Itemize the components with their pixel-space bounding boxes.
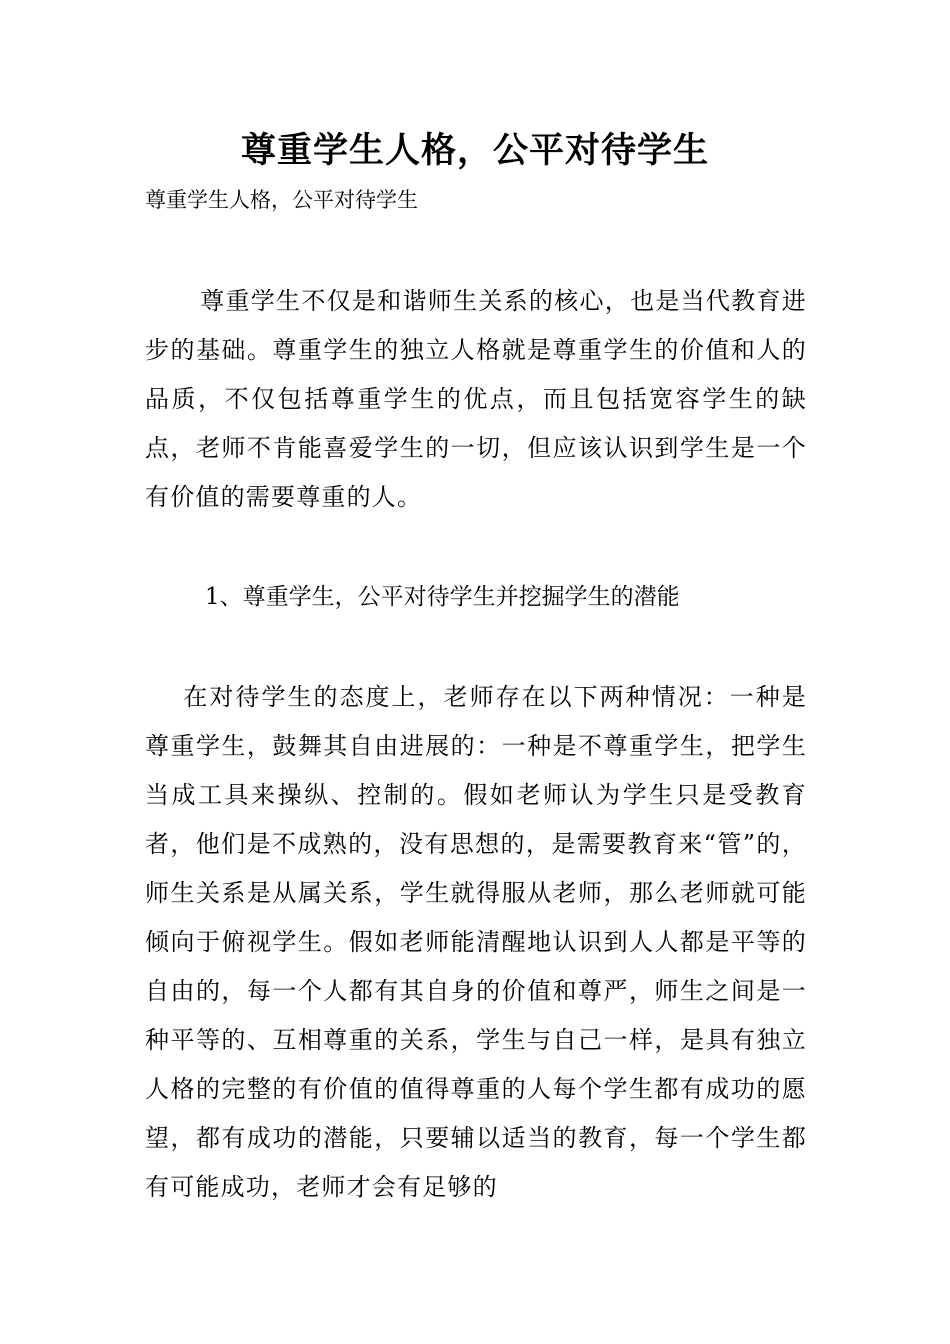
paragraph-intro: 尊重学生不仅是和谐师生关系的核心，也是当代教育进步的基础。尊重学生的独立人格就是尊重学生的价值和人的品质，不仅包括尊重学生的优点，而且包括宽容学生的缺点，老师不肯能喜爱学生的一切，但应该认识到学生是一个有价值的需要尊重的人。: [145, 287, 807, 511]
section-heading: 1、尊重学生，公平对待学生并挖掘学生的潜能: [205, 584, 680, 610]
document-subtitle: 尊重学生人格，公平对待学生: [145, 188, 418, 212]
document-title: 尊重学生人格，公平对待学生: [240, 131, 709, 171]
paragraph-body: 在对待学生的态度上，老师存在以下两种情况：一种是尊重学生，鼓舞其自由进展的：一种是不尊重学生，把学生当成工具来操纵、控制的。假如老师认为学生只是受教育者，他们是不成熟的，没有思想的，是需要教育来“管”的，师生关系是从属关系，学生就得服从老师，那么老师就可能倾向于俯视学生。假如老师能清醒地认识到人人都是平等的自由的，每一个人都有其自身的价值和尊严，师生之间是一种平等的、互相尊重的关系，学生与自己一样，是具有独立人格的完整的有价值的值得尊重的人每个学生都有成功的愿望，都有成功的潜能，只要辅以适当的教育，每一个学生都有可能成功，老师才会有足够的: [145, 683, 807, 1201]
